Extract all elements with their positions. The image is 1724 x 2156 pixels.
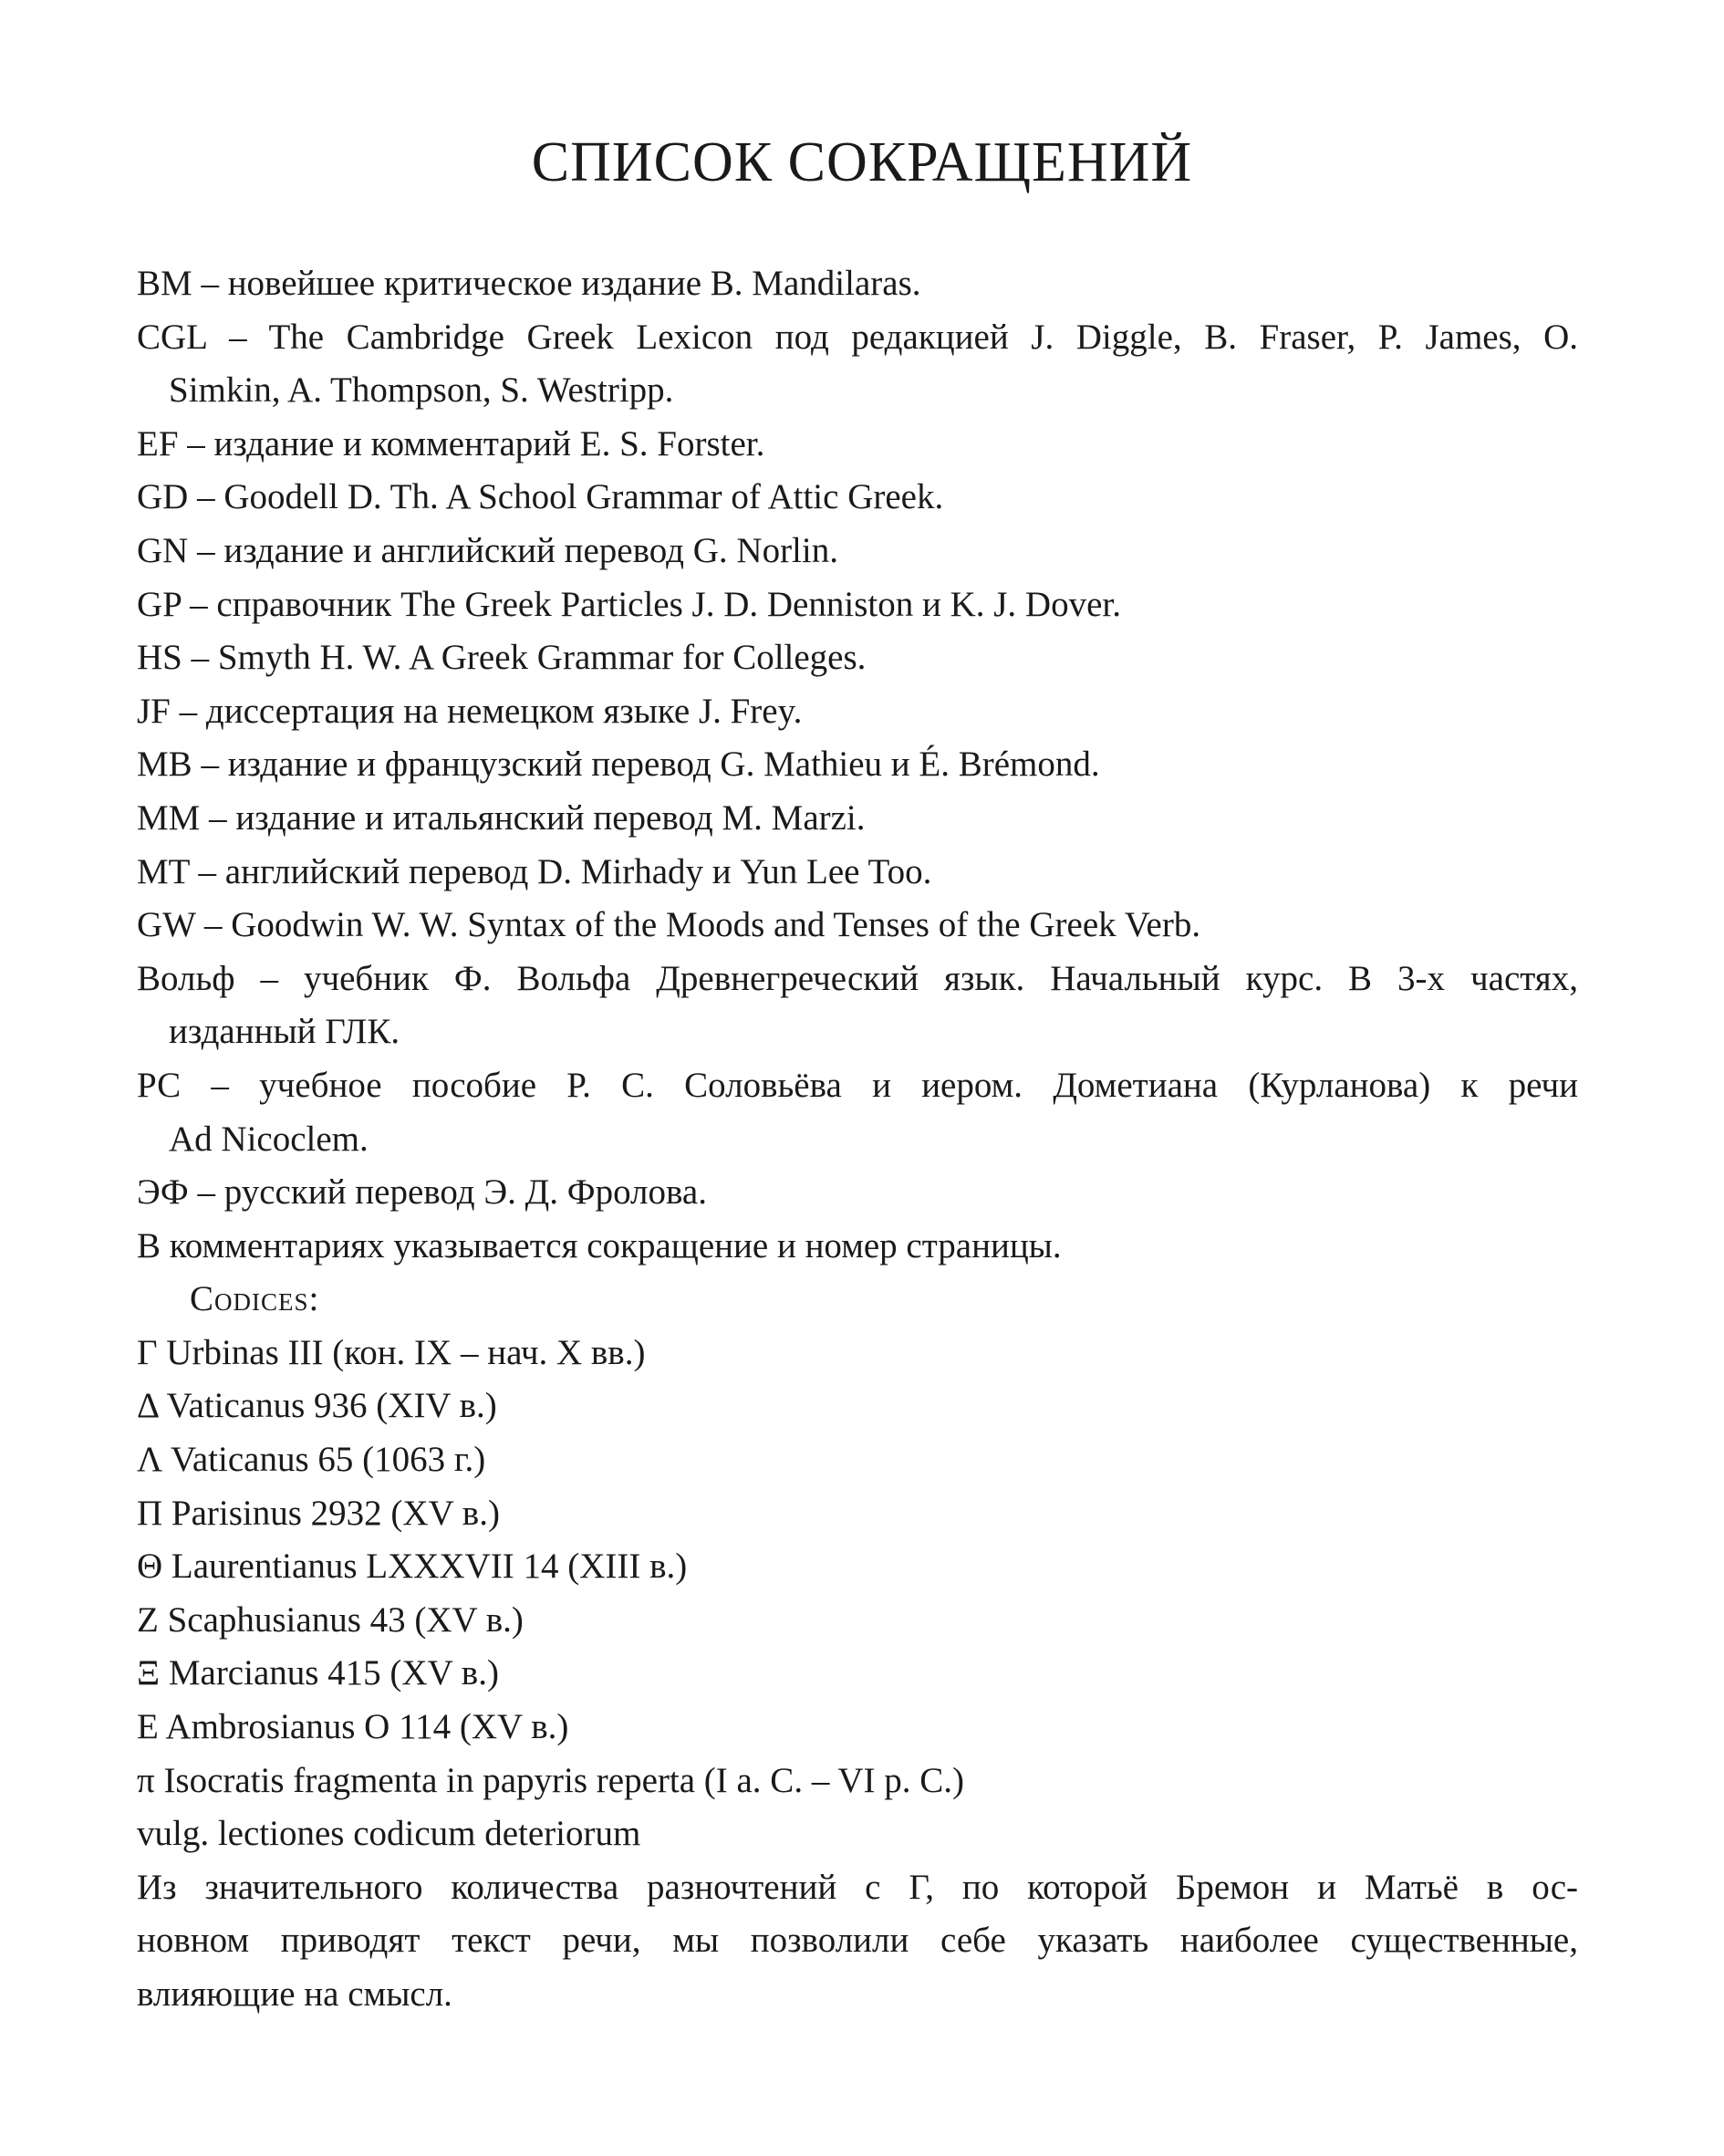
abbreviation-entry <box>137 899 1578 953</box>
entry-line: MT – английский перевод D. Mirhady и Yun Lee Too. <box>137 851 932 891</box>
entry-line: РС – учебное пособие Р. С. Соловьёва и иером. Дометиана (Курланова) к речи <box>137 1065 1578 1105</box>
entry-line: HS – Smyth H. W. A Greek Grammar for Colleges. <box>137 638 867 678</box>
entry-line: EF – издание и комментарий E. S. Forster. <box>137 423 765 463</box>
entry-line: GP – справочник The Greek Particles J. D. Denniston и K. J. Dover. <box>137 584 1121 624</box>
abbreviations-section <box>137 257 1578 2022</box>
abbreviation-entry <box>137 631 1578 685</box>
codices-heading: Codices: <box>190 1279 320 1319</box>
note-line: В комментариях указывается сокращение и номер страницы. <box>137 1225 1062 1265</box>
entry-line: CGL – The Cambridge Greek Lexicon под редакцией J. Diggle, B. Fraser, P. James, O. <box>137 317 1578 357</box>
entry-line: GW – Goodwin W. W. Syntax of the Moods and Tenses of the Greek Verb. <box>137 905 1201 945</box>
abbreviation-entry <box>137 738 1578 792</box>
abbreviation-entry <box>137 471 1578 525</box>
entry-line: JF – диссертация на немецком языке J. Frey. <box>137 691 803 731</box>
codex-item: π Isocratis fragmenta in papyris reperta (I a. C. – VI p. C.) <box>137 1760 965 1800</box>
paragraph-line: влияющие на смысл. <box>137 1974 452 2014</box>
entry-line: ЭФ – русский перевод Э. Д. Фролова. <box>137 1172 707 1213</box>
entry-line: BM – новейшее критическое издание B. Mandilaras. <box>137 264 921 303</box>
codex-item: Θ Laurentianus LXXXVII 14 (XIII в.) <box>137 1547 688 1587</box>
entry-line: GD – Goodell D. Th. A School Grammar of Attic Greek. <box>137 477 944 517</box>
codex-item: Π Parisinus 2932 (XV в.) <box>137 1493 500 1533</box>
abbreviation-entry <box>137 953 1578 1059</box>
page-title: СПИСОК СОКРАЩЕНИЙ <box>531 131 1193 193</box>
codices-list <box>137 1327 1578 1861</box>
entry-line: GN – издание и английский перевод G. Norlin. <box>137 530 838 570</box>
codex-item: E Ambrosianus O 114 (XV в.) <box>137 1707 569 1747</box>
codex-item: Γ Urbinas III (кон. IX – нач. X вв.) <box>137 1332 646 1372</box>
codex-item: Λ Vaticanus 65 (1063 г.) <box>137 1440 486 1480</box>
abbreviation-entry <box>137 1166 1578 1220</box>
closing-paragraph <box>137 1861 1578 2022</box>
paragraph-line: новном приводят текст речи, мы позволили себе указать наиболее существенные, <box>137 1921 1578 1961</box>
codex-item: Δ Vaticanus 936 (XIV в.) <box>137 1386 497 1426</box>
codex-item: Ξ Marcianus 415 (XV в.) <box>137 1653 499 1693</box>
paragraph-line: Из значительного количества разночтений с Γ, по которой Бремон и Матьё в ос- <box>137 1867 1578 1907</box>
abbreviation-entry <box>137 257 1578 311</box>
entry-line: MB – издание и французский перевод G. Mathieu и É. Brémond. <box>137 745 1100 785</box>
entry-line-continued: изданный ГЛК. <box>169 1012 400 1052</box>
entry-line: Вольф – учебник Ф. Вольфа Древнегреческий язык. Начальный курс. В 3-х частях, <box>137 958 1578 998</box>
entry-line-continued: Ad Nicoclem. <box>169 1119 369 1159</box>
codex-item: vulg. lectiones codicum deteriorum <box>137 1814 641 1854</box>
abbreviation-entry <box>137 1059 1578 1166</box>
abbreviation-entry <box>137 578 1578 632</box>
abbreviation-entry <box>137 525 1578 578</box>
entry-line-continued: Simkin, A. Thompson, S. Westripp. <box>169 370 674 411</box>
entry-line: MM – издание и итальянский перевод M. Marzi. <box>137 797 866 838</box>
abbreviation-entry <box>137 685 1578 739</box>
abbreviation-entry <box>137 311 1578 418</box>
abbreviation-entry <box>137 846 1578 900</box>
codex-item: Z Scaphusianus 43 (XV в.) <box>137 1599 524 1640</box>
abbreviation-entry <box>137 418 1578 472</box>
abbreviation-entry <box>137 792 1578 846</box>
